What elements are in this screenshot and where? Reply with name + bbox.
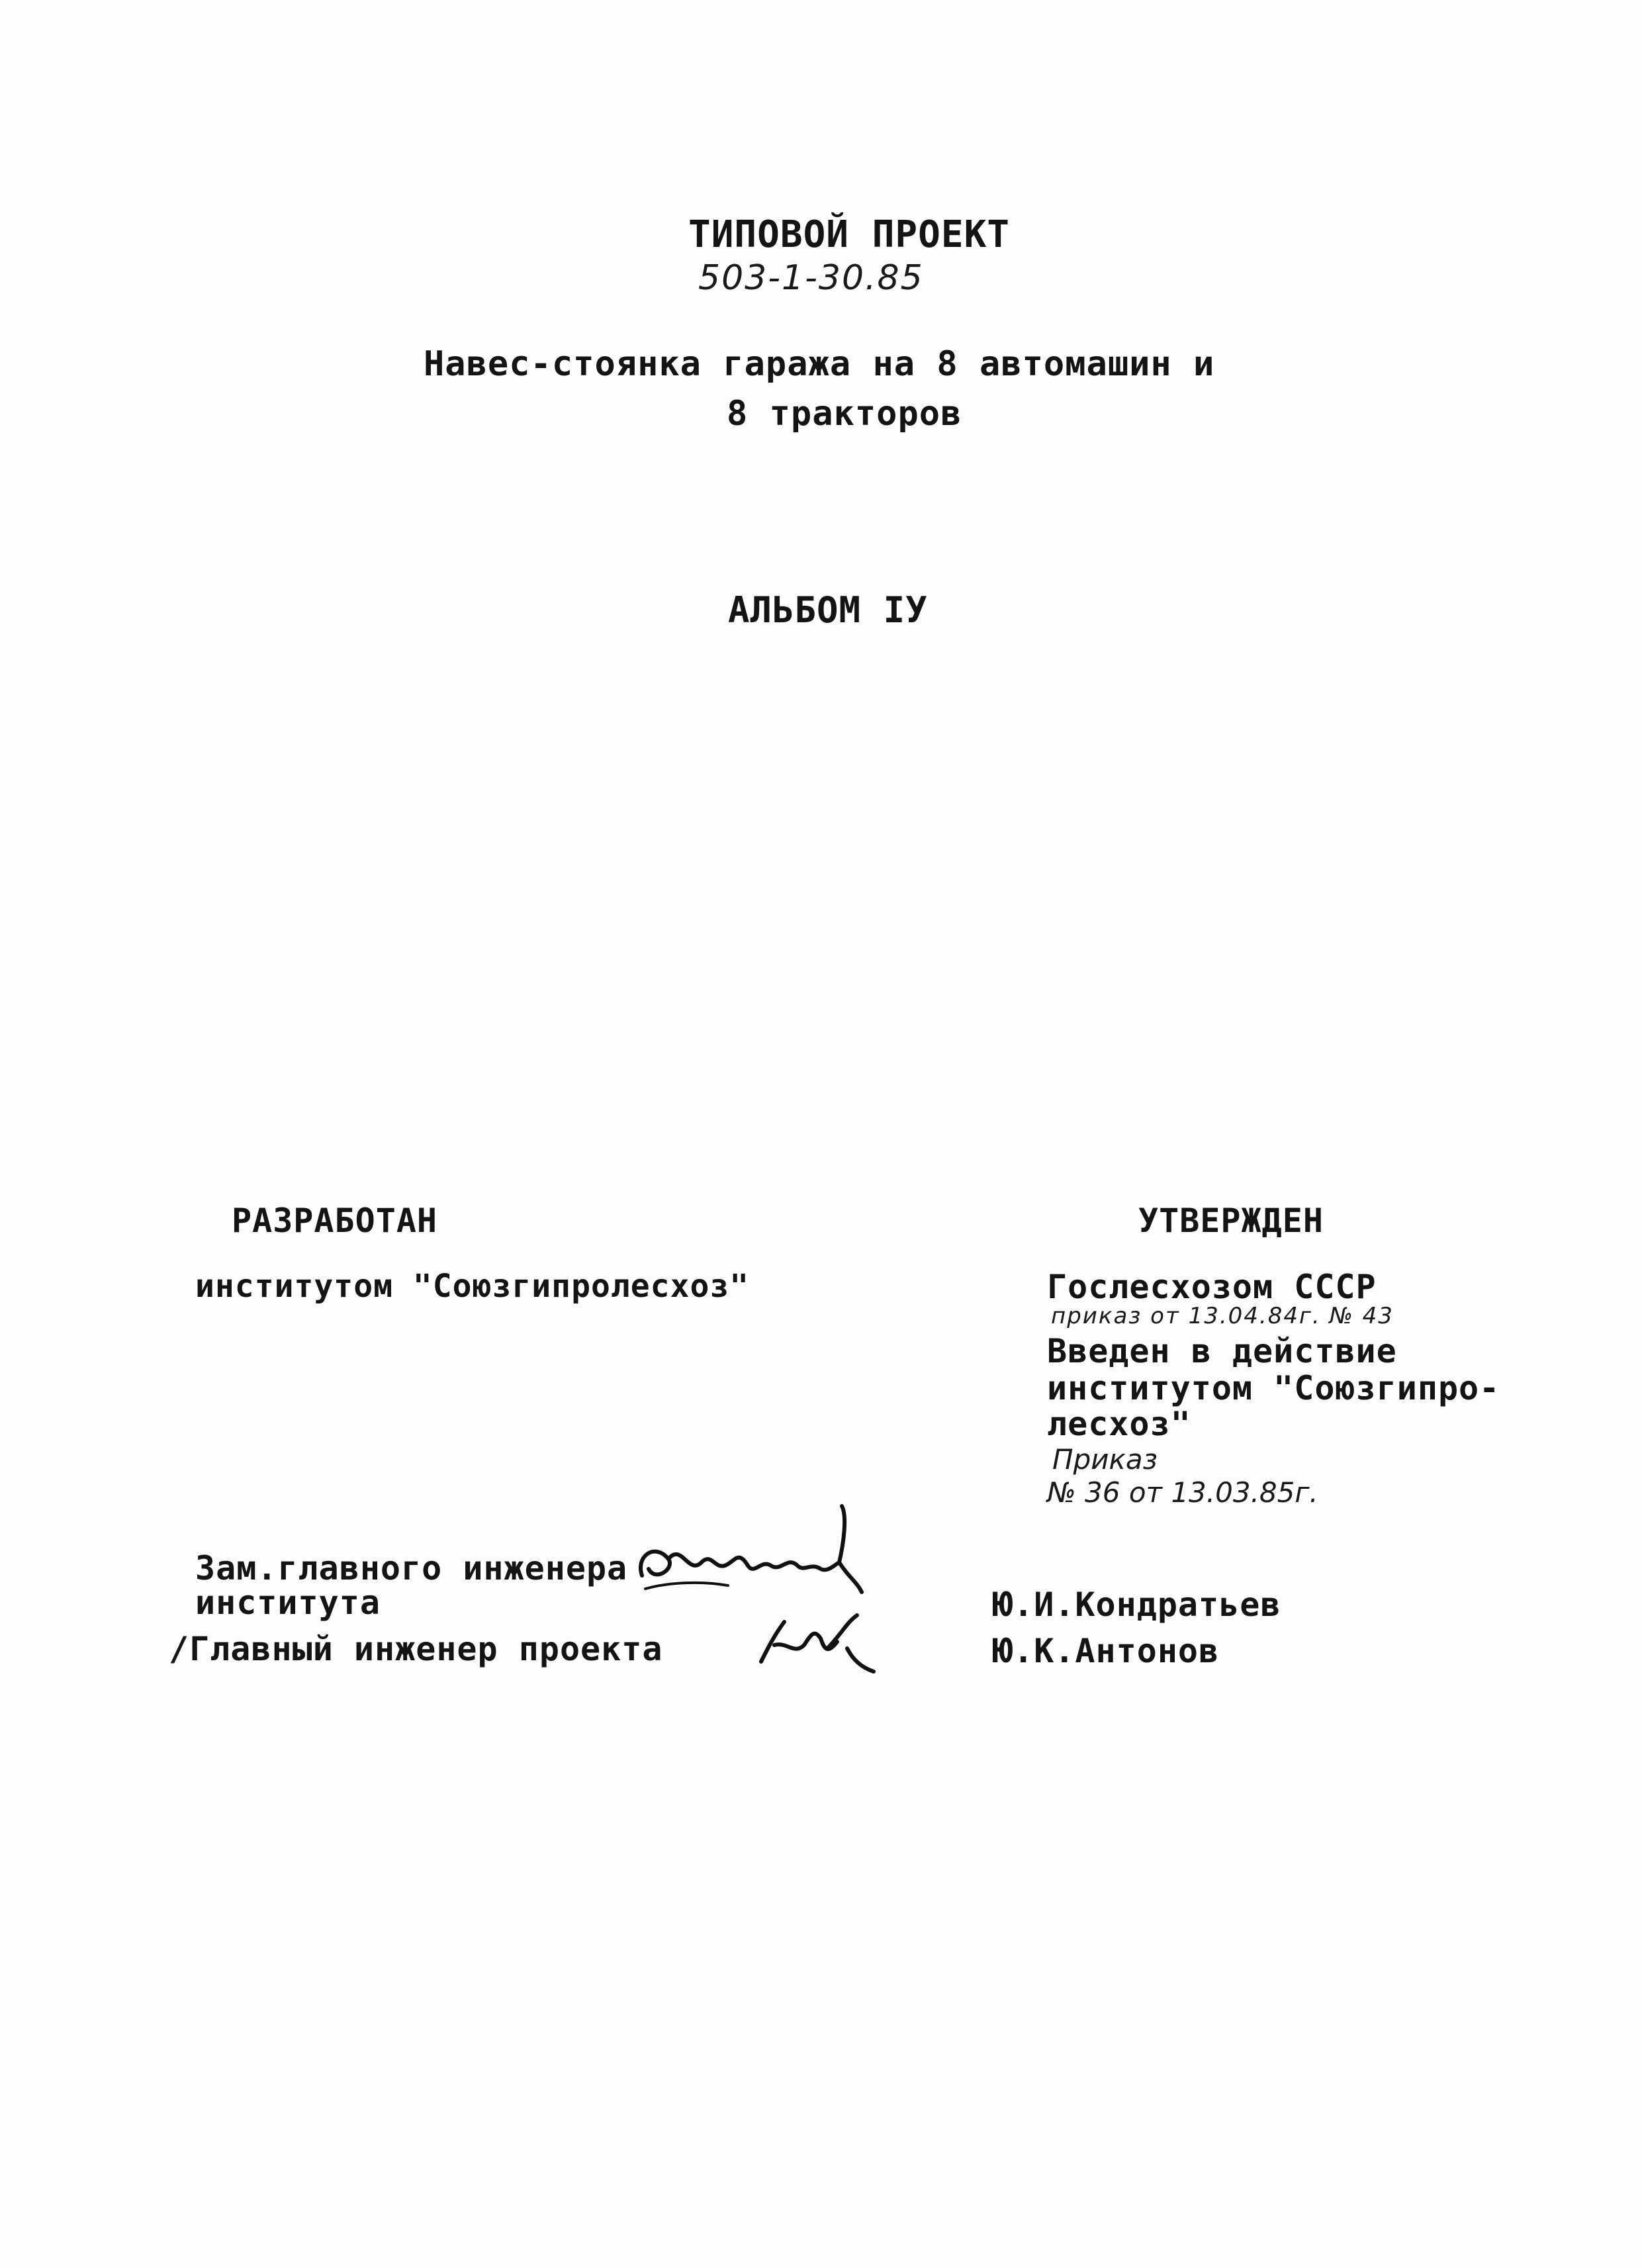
signature-2 (748, 1609, 880, 1681)
approval-order: приказ от 13.04.84г. № 43 (1051, 1303, 1394, 1329)
developed-heading: РАЗРАБОТАН (232, 1202, 438, 1240)
project-number: 503-1-30.85 (698, 258, 924, 298)
enacted-line3: лесхоз" (1047, 1405, 1191, 1443)
signature-1 (629, 1503, 880, 1615)
order2-label: Приказ (1052, 1443, 1158, 1476)
role2: /Главный инженер проекта (169, 1630, 663, 1668)
developed-by: институтом "Союзгипролесхоз" (195, 1268, 750, 1305)
signatory-name2: Ю.К.Антонов (993, 1632, 1220, 1670)
approved-by: Гослесхозом СССР (1047, 1268, 1377, 1306)
project-name-line1: Навес-стоянка гаража на 8 автомашин и (424, 344, 1215, 384)
signatory-name1: Ю.И.Кондратьев (993, 1585, 1281, 1624)
enacted-line1: Введен в действие (1047, 1332, 1397, 1370)
approved-heading: УТВЕРЖДЕН (1138, 1202, 1324, 1240)
order2-detail: № 36 от 13.03.85г. (1047, 1476, 1318, 1509)
enacted-line2: институтом "Союзгипро- (1047, 1369, 1500, 1407)
album-label: АЛЬБОМ IУ (728, 589, 928, 631)
role1-line2: института (195, 1583, 381, 1622)
role1-line1: Зам.главного инженера (195, 1549, 628, 1587)
doc-title: ТИПОВОЙ ПРОЕКТ (688, 213, 1011, 256)
project-name-line2: 8 тракторов (727, 394, 962, 434)
